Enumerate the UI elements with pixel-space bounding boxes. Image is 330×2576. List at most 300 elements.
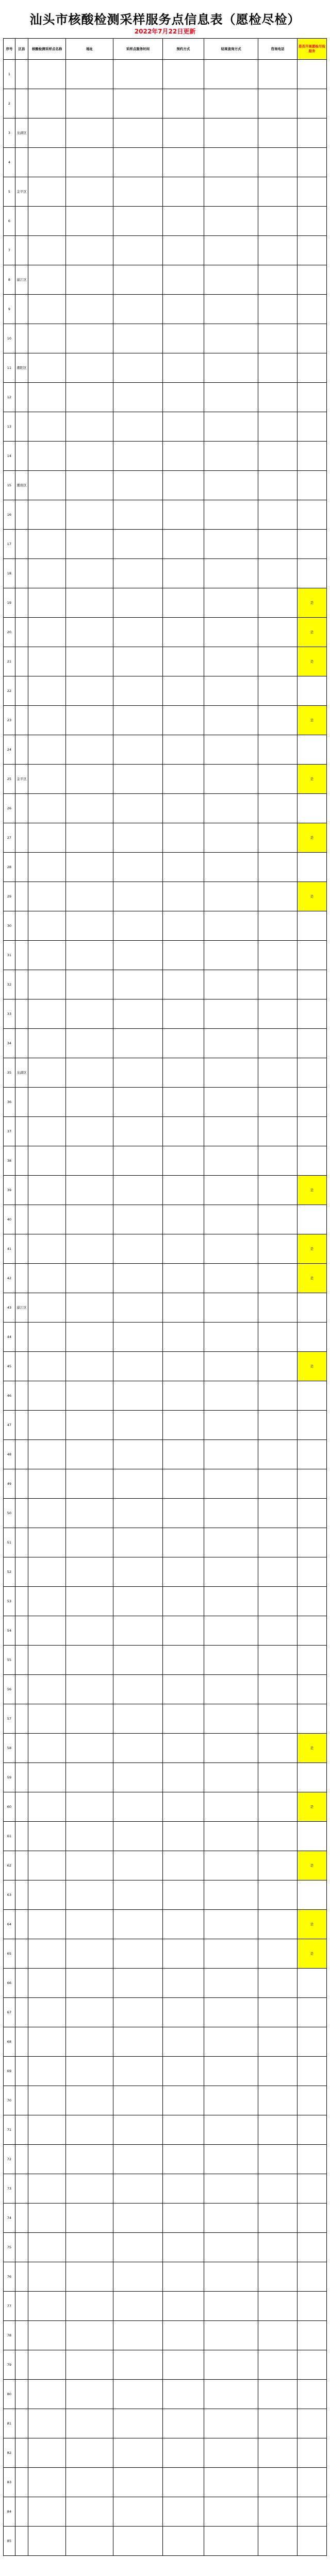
cell-result (204, 207, 258, 236)
cell-booking (162, 1704, 204, 1734)
cell-address (66, 236, 113, 265)
table-row (4, 1440, 327, 1469)
cell-no: 38 (4, 1146, 15, 1176)
table-row (4, 1117, 327, 1146)
cell-booking (162, 500, 204, 530)
cell-address (66, 1851, 113, 1880)
cell-time (113, 207, 162, 236)
cell-time (113, 2497, 162, 2527)
table-row (4, 706, 327, 735)
cell-time (113, 1851, 162, 1880)
cell-flag (297, 970, 326, 999)
cell-booking (162, 148, 204, 177)
cell-flag: 是 (297, 1792, 326, 1822)
cell-time (113, 765, 162, 794)
cell-time (113, 1029, 162, 1058)
cell-no: 44 (4, 1323, 15, 1352)
cell-address (66, 2380, 113, 2409)
cell-time (113, 1792, 162, 1822)
cell-flag (297, 1646, 326, 1675)
cell-phone (258, 706, 298, 735)
cell-booking (162, 1763, 204, 1792)
cell-district: 濠江区 (15, 265, 28, 295)
cell-time (113, 1058, 162, 1088)
cell-booking (162, 177, 204, 207)
cell-district (15, 1880, 28, 1910)
cell-name (28, 1411, 66, 1440)
cell-phone (258, 353, 298, 383)
cell-address (66, 2057, 113, 2086)
cell-address (66, 383, 113, 412)
cell-time (113, 1528, 162, 1557)
cell-district (15, 1822, 28, 1851)
cell-name (28, 2174, 66, 2204)
cell-time (113, 2321, 162, 2350)
header-cell: 预约方式 (162, 39, 204, 60)
cell-flag (297, 89, 326, 118)
cell-phone (258, 442, 298, 471)
cell-flag (297, 207, 326, 236)
cell-district (15, 1469, 28, 1499)
cell-name (28, 1146, 66, 1176)
table-row (4, 1499, 327, 1528)
cell-phone (258, 1616, 298, 1646)
cell-flag (297, 60, 326, 89)
cell-phone (258, 207, 298, 236)
table-row (4, 941, 327, 970)
cell-no: 53 (4, 1587, 15, 1616)
cell-flag: 是 (297, 1734, 326, 1763)
cell-booking (162, 60, 204, 89)
cell-address (66, 1792, 113, 1822)
cell-address (66, 2292, 113, 2321)
table-row (4, 2527, 327, 2556)
cell-name (28, 2468, 66, 2497)
cell-no: 39 (4, 1176, 15, 1205)
cell-result (204, 1822, 258, 1851)
cell-address (66, 2174, 113, 2204)
cell-phone (258, 1998, 298, 2027)
cell-address (66, 1910, 113, 1939)
cell-district (15, 1234, 28, 1264)
cell-time (113, 1176, 162, 1205)
cell-name (28, 324, 66, 353)
cell-district (15, 2204, 28, 2233)
cell-booking (162, 1234, 204, 1264)
cell-no: 50 (4, 1499, 15, 1528)
cell-district (15, 2321, 28, 2350)
cell-phone (258, 412, 298, 442)
table-row (4, 2468, 327, 2497)
cell-time (113, 1205, 162, 1234)
cell-no: 33 (4, 999, 15, 1029)
table-row (4, 60, 327, 89)
table-row (4, 2233, 327, 2262)
cell-phone (258, 794, 298, 823)
cell-phone (258, 1029, 298, 1058)
cell-district: 潮南区 (15, 471, 28, 500)
cell-name (28, 1499, 66, 1528)
cell-no: 71 (4, 2115, 15, 2145)
cell-flag (297, 1117, 326, 1146)
cell-phone (258, 324, 298, 353)
cell-result (204, 1616, 258, 1646)
cell-district (15, 1998, 28, 2027)
cell-result (204, 530, 258, 559)
table-row (4, 1176, 327, 1205)
cell-flag (297, 794, 326, 823)
cell-no: 5 (4, 177, 15, 207)
cell-result (204, 1234, 258, 1264)
cell-booking (162, 295, 204, 324)
cell-booking (162, 2145, 204, 2174)
cell-district (15, 2086, 28, 2115)
cell-time (113, 794, 162, 823)
table-row (4, 1734, 327, 1763)
cell-result (204, 1939, 258, 1969)
cell-district (15, 1969, 28, 1998)
cell-name (28, 60, 66, 89)
table-row (4, 1088, 327, 1117)
cell-name (28, 1205, 66, 1234)
cell-time (113, 1323, 162, 1352)
cell-result (204, 1469, 258, 1499)
table-row (4, 2057, 327, 2086)
cell-address (66, 1088, 113, 1117)
cell-no: 45 (4, 1352, 15, 1381)
cell-address (66, 559, 113, 588)
cell-name (28, 1910, 66, 1939)
cell-result (204, 2527, 258, 2556)
cell-time (113, 383, 162, 412)
cell-booking (162, 1910, 204, 1939)
cell-address (66, 89, 113, 118)
cell-district (15, 2350, 28, 2380)
cell-phone (258, 1646, 298, 1675)
cell-name (28, 353, 66, 383)
cell-name (28, 647, 66, 676)
cell-address (66, 706, 113, 735)
cell-phone (258, 1557, 298, 1587)
cell-no: 43 (4, 1293, 15, 1323)
cell-booking (162, 794, 204, 823)
cell-name (28, 1557, 66, 1587)
cell-phone (258, 911, 298, 941)
cell-flag (297, 2350, 326, 2380)
cell-district (15, 1440, 28, 1469)
cell-result (204, 618, 258, 647)
cell-flag (297, 1880, 326, 1910)
cell-booking (162, 1939, 204, 1969)
cell-district (15, 412, 28, 442)
cell-no: 3 (4, 118, 15, 148)
cell-booking (162, 2380, 204, 2409)
cell-booking (162, 1646, 204, 1675)
table-row (4, 412, 327, 442)
table-row (4, 647, 327, 676)
cell-flag (297, 236, 326, 265)
cell-result (204, 2350, 258, 2380)
cell-address (66, 1528, 113, 1557)
cell-district (15, 1910, 28, 1939)
table-row (4, 442, 327, 471)
cell-time (113, 1381, 162, 1411)
cell-flag: 是 (297, 1234, 326, 1264)
cell-no: 60 (4, 1792, 15, 1822)
cell-no: 14 (4, 442, 15, 471)
cell-address (66, 2409, 113, 2438)
cell-result (204, 1734, 258, 1763)
cell-booking (162, 706, 204, 735)
cell-phone (258, 1058, 298, 1088)
table-row (4, 794, 327, 823)
cell-flag (297, 1499, 326, 1528)
cell-booking (162, 89, 204, 118)
cell-district (15, 1029, 28, 1058)
cell-no: 63 (4, 1880, 15, 1910)
cell-name (28, 823, 66, 853)
cell-address (66, 882, 113, 911)
cell-time (113, 148, 162, 177)
cell-no: 4 (4, 148, 15, 177)
cell-flag: 是 (297, 647, 326, 676)
cell-phone (258, 2145, 298, 2174)
cell-phone (258, 2262, 298, 2292)
cell-name (28, 442, 66, 471)
cell-no: 19 (4, 588, 15, 618)
cell-result (204, 1176, 258, 1205)
cell-phone (258, 1734, 298, 1763)
cell-name (28, 2233, 66, 2262)
cell-phone (258, 588, 298, 618)
cell-district (15, 706, 28, 735)
cell-address (66, 1587, 113, 1616)
cell-address (66, 2233, 113, 2262)
cell-time (113, 89, 162, 118)
table-row (4, 2115, 327, 2145)
cell-no: 58 (4, 1734, 15, 1763)
cell-district (15, 999, 28, 1029)
cell-name (28, 706, 66, 735)
cell-result (204, 295, 258, 324)
cell-name (28, 89, 66, 118)
cell-district (15, 324, 28, 353)
cell-booking (162, 2350, 204, 2380)
cell-flag (297, 1616, 326, 1646)
cell-booking (162, 2057, 204, 2086)
cell-name (28, 2438, 66, 2468)
cell-name (28, 1704, 66, 1734)
table-row (4, 970, 327, 999)
cell-address (66, 1205, 113, 1234)
cell-phone (258, 853, 298, 882)
table-row (4, 1557, 327, 1587)
table-row (4, 1880, 327, 1910)
cell-booking (162, 2086, 204, 2115)
cell-no: 48 (4, 1440, 15, 1469)
cell-name (28, 471, 66, 500)
cell-phone (258, 1176, 298, 1205)
cell-address (66, 1880, 113, 1910)
table-row (4, 265, 327, 295)
cell-flag (297, 2292, 326, 2321)
cell-address (66, 2468, 113, 2497)
cell-address (66, 177, 113, 207)
cell-name (28, 1381, 66, 1411)
cell-address (66, 1704, 113, 1734)
cell-address (66, 1675, 113, 1704)
header-cell: 核酸检测采样点名称 (28, 39, 66, 60)
cell-booking (162, 1734, 204, 1763)
cell-time (113, 265, 162, 295)
cell-result (204, 1763, 258, 1792)
cell-time (113, 1469, 162, 1499)
cell-booking (162, 2027, 204, 2057)
cell-booking (162, 2115, 204, 2145)
cell-name (28, 1293, 66, 1323)
cell-address (66, 1939, 113, 1969)
cell-no: 34 (4, 1029, 15, 1058)
cell-flag (297, 265, 326, 295)
cell-address (66, 1323, 113, 1352)
cell-name (28, 765, 66, 794)
cell-no: 81 (4, 2409, 15, 2438)
cell-booking (162, 823, 204, 853)
cell-name (28, 559, 66, 588)
cell-flag (297, 118, 326, 148)
cell-address (66, 2027, 113, 2057)
cell-phone (258, 1822, 298, 1851)
cell-flag (297, 1998, 326, 2027)
cell-flag (297, 353, 326, 383)
cell-no: 15 (4, 471, 15, 500)
cell-district (15, 207, 28, 236)
cell-booking (162, 1851, 204, 1880)
cell-phone (258, 2086, 298, 2115)
cell-flag (297, 1469, 326, 1499)
cell-time (113, 2292, 162, 2321)
header-cell: 是否开展愿检尽检服务 (297, 39, 326, 60)
cell-district (15, 1734, 28, 1763)
cell-district (15, 1646, 28, 1675)
cell-address (66, 2438, 113, 2468)
cell-name (28, 1734, 66, 1763)
cell-result (204, 2057, 258, 2086)
cell-time (113, 2174, 162, 2204)
cell-flag (297, 324, 326, 353)
cell-flag: 是 (297, 882, 326, 911)
cell-no: 27 (4, 823, 15, 853)
cell-district (15, 1323, 28, 1352)
cell-time (113, 442, 162, 471)
cell-district (15, 2292, 28, 2321)
cell-address (66, 2262, 113, 2292)
cell-booking (162, 911, 204, 941)
cell-flag (297, 1293, 326, 1323)
cell-no: 1 (4, 60, 15, 89)
cell-flag (297, 177, 326, 207)
cell-district (15, 2468, 28, 2497)
table-row (4, 735, 327, 765)
cell-booking (162, 2438, 204, 2468)
cell-address (66, 2527, 113, 2556)
cell-flag (297, 500, 326, 530)
cell-time (113, 647, 162, 676)
cell-time (113, 941, 162, 970)
cell-flag (297, 383, 326, 412)
table-row (4, 1234, 327, 1264)
cell-no: 37 (4, 1117, 15, 1146)
cell-time (113, 1440, 162, 1469)
cell-time (113, 823, 162, 853)
cell-district (15, 823, 28, 853)
cell-phone (258, 999, 298, 1029)
cell-no: 65 (4, 1939, 15, 1969)
cell-booking (162, 1411, 204, 1440)
cell-flag (297, 2468, 326, 2497)
cell-time (113, 2145, 162, 2174)
cell-booking (162, 118, 204, 148)
cell-address (66, 1440, 113, 1469)
cell-result (204, 60, 258, 89)
cell-name (28, 588, 66, 618)
cell-name (28, 177, 66, 207)
cell-flag (297, 853, 326, 882)
cell-booking (162, 353, 204, 383)
table-row (4, 207, 327, 236)
cell-name (28, 1969, 66, 1998)
cell-result (204, 1499, 258, 1528)
cell-address (66, 2321, 113, 2350)
cell-no: 51 (4, 1528, 15, 1557)
cell-booking (162, 1969, 204, 1998)
cell-booking (162, 383, 204, 412)
cell-address (66, 1176, 113, 1205)
cell-district (15, 2115, 28, 2145)
cell-booking (162, 2497, 204, 2527)
cell-name (28, 2380, 66, 2409)
cell-address (66, 999, 113, 1029)
cell-phone (258, 118, 298, 148)
cell-no: 16 (4, 500, 15, 530)
cell-time (113, 1088, 162, 1117)
cell-name (28, 412, 66, 442)
cell-name (28, 1058, 66, 1088)
cell-time (113, 588, 162, 618)
table-row (4, 1029, 327, 1058)
cell-name (28, 2409, 66, 2438)
cell-phone (258, 148, 298, 177)
cell-address (66, 1117, 113, 1146)
cell-flag (297, 2409, 326, 2438)
table-header-row (4, 39, 327, 60)
table-row (4, 295, 327, 324)
cell-no: 28 (4, 853, 15, 882)
table-row (4, 2174, 327, 2204)
cell-result (204, 588, 258, 618)
cell-time (113, 853, 162, 882)
cell-booking (162, 2321, 204, 2350)
cell-flag (297, 295, 326, 324)
cell-district (15, 1792, 28, 1822)
cell-phone (258, 1851, 298, 1880)
cell-booking (162, 1176, 204, 1205)
table-row (4, 89, 327, 118)
cell-booking (162, 1998, 204, 2027)
cell-address (66, 618, 113, 647)
cell-phone (258, 2409, 298, 2438)
cell-district (15, 1352, 28, 1381)
